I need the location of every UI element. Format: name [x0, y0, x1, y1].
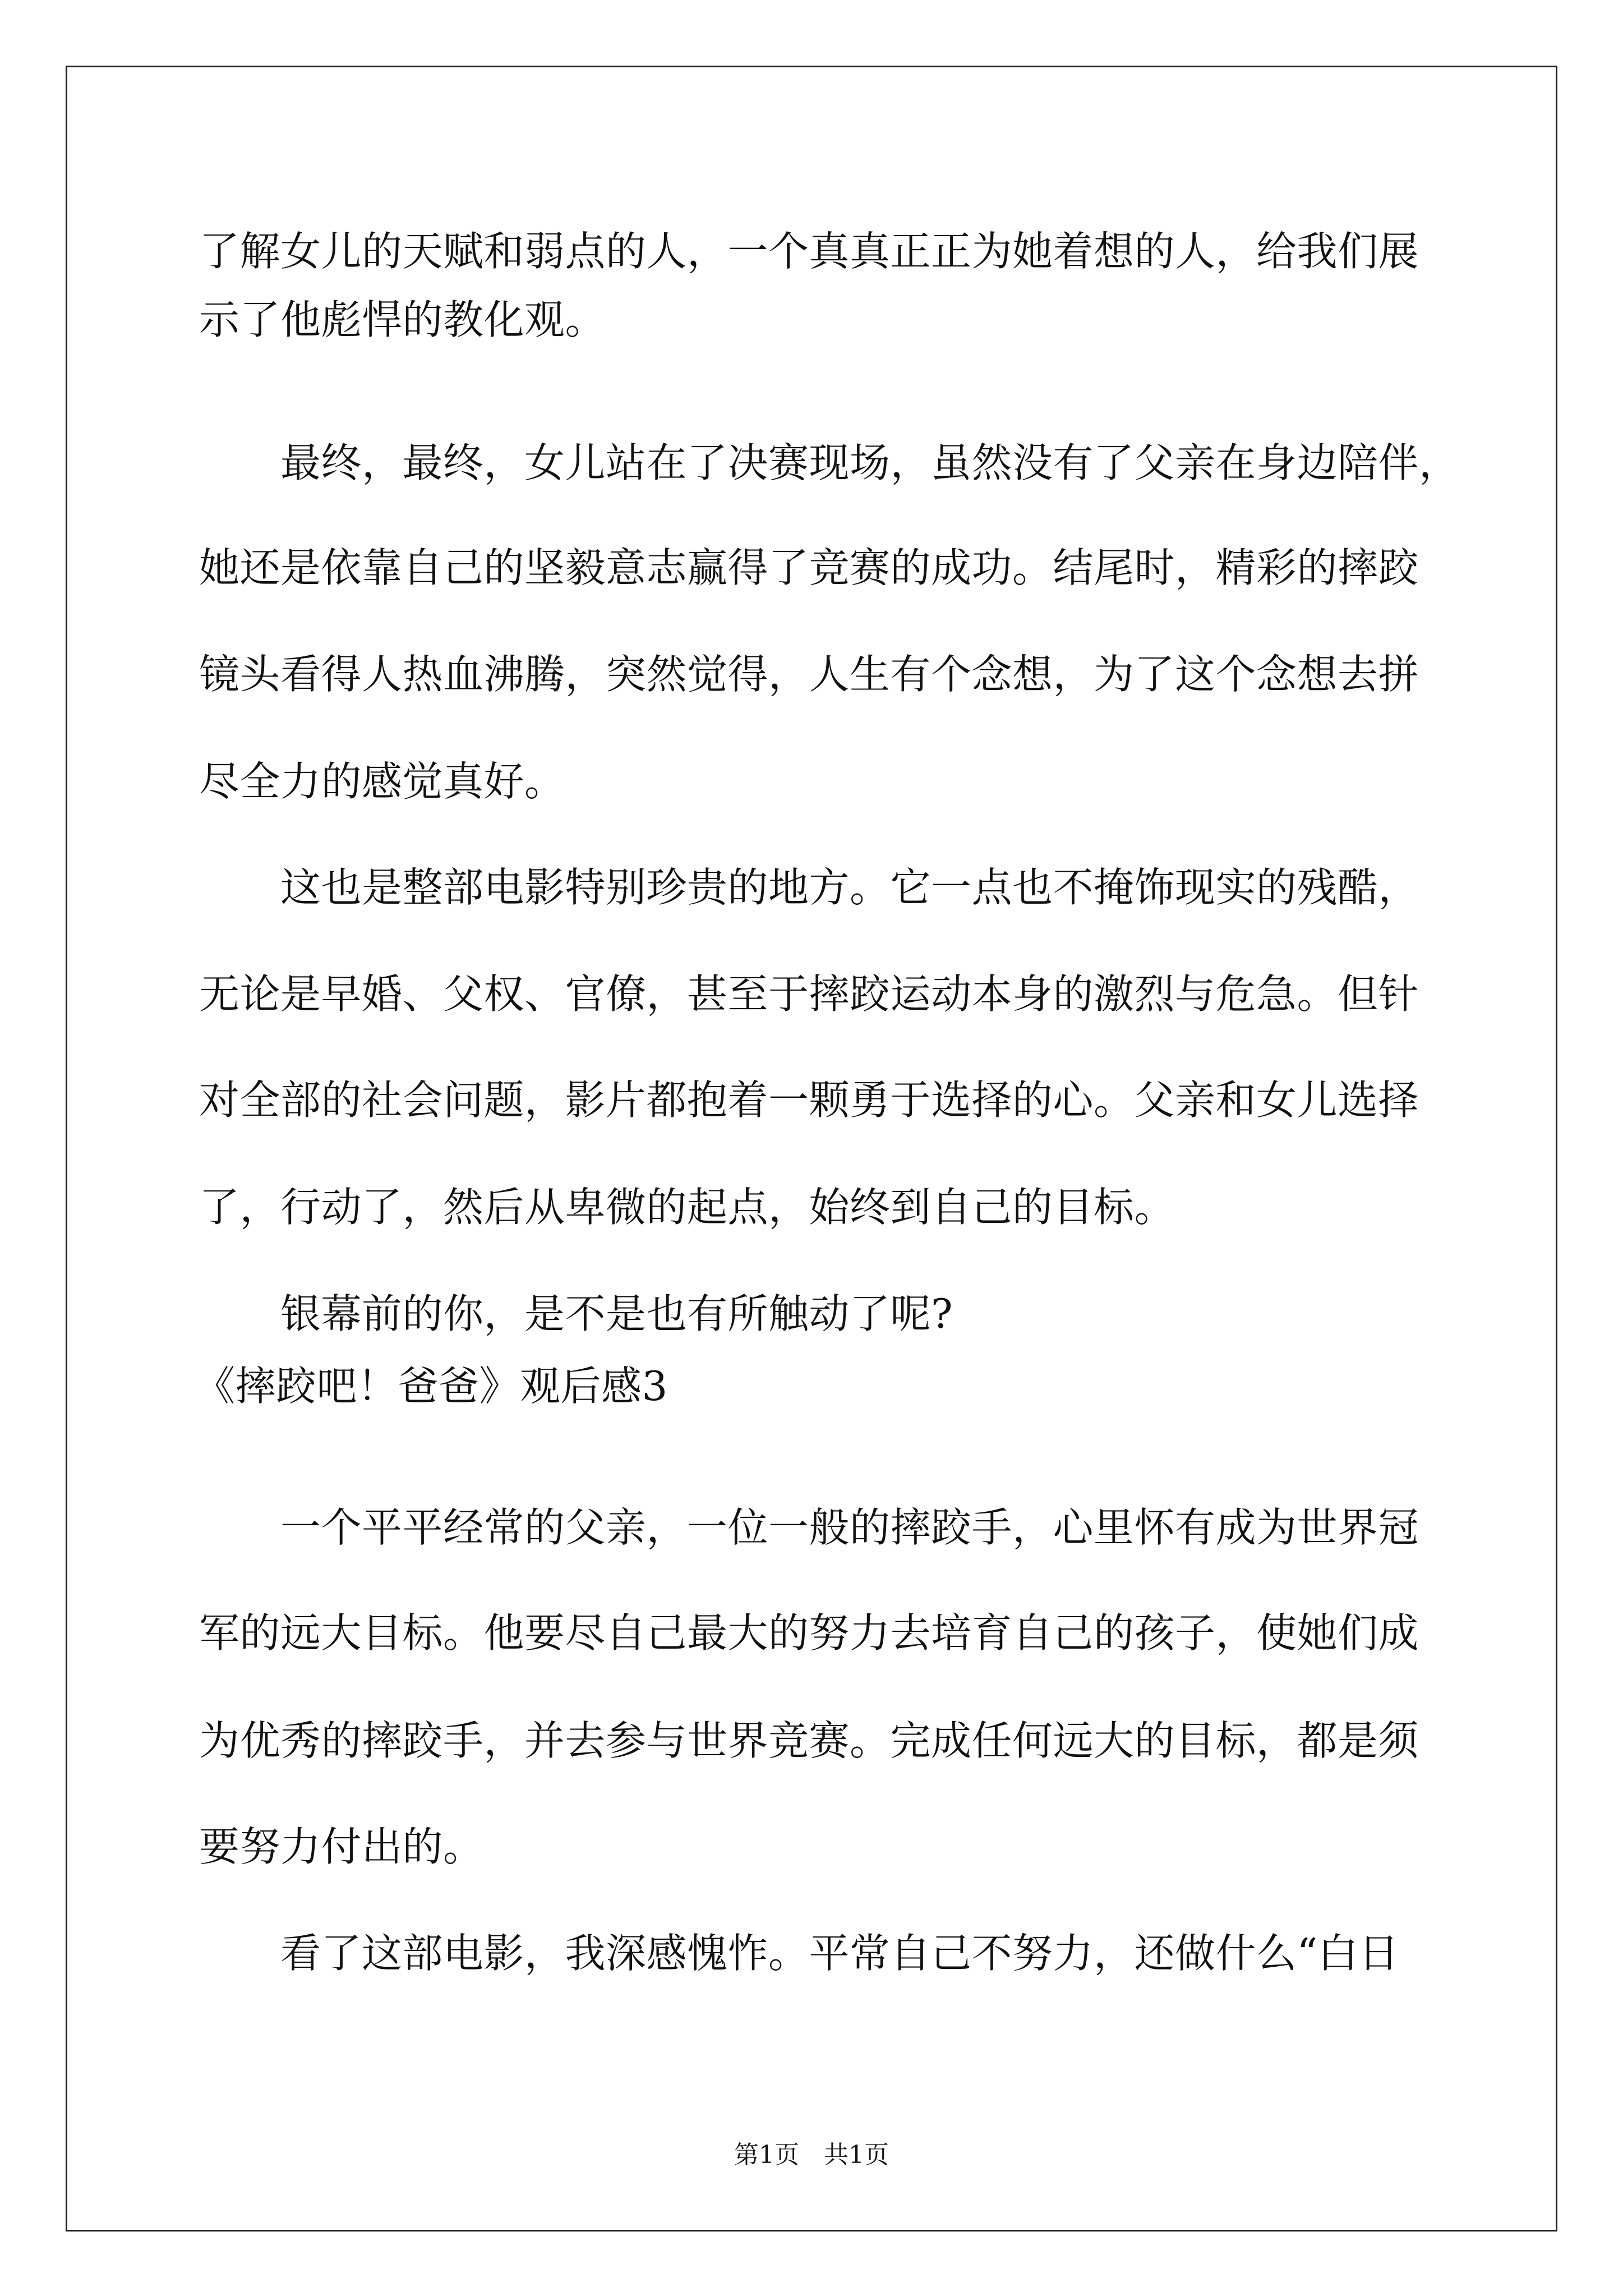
body-line: 她还是依靠自己的坚毅意志赢得了竞赛的成功。结尾时，精彩的摔跤	[199, 544, 1419, 591]
body-line: 银幕前的你，是不是也有所触动了呢?	[199, 1290, 953, 1337]
body-line: 尽全力的感觉真好。	[199, 758, 565, 805]
body-line: 了解女儿的天赋和弱点的人，一个真真正正为她着想的人，给我们展	[199, 228, 1419, 275]
body-line: 最终，最终，女儿站在了决赛现场，虽然没有了父亲在身边陪伴，	[199, 439, 1460, 486]
page-border	[66, 66, 1557, 2231]
body-line: 军的远大目标。他要尽自己最大的努力去培育自己的孩子，使她们成	[199, 1609, 1419, 1657]
body-line: 了，行动了，然后从卑微的起点，始终到自己的目标。	[199, 1184, 1175, 1231]
page-footer: 第1页 共1页	[734, 2141, 889, 2169]
body-line: 要努力付出的。	[199, 1823, 484, 1870]
body-line: 无论是早婚、父权、官僚，甚至于摔跤运动本身的激烈与危急。但针	[199, 970, 1419, 1018]
body-line: 示了他彪悍的教化观。	[199, 296, 606, 343]
body-line: 为优秀的摔跤手，并去参与世界竞赛。完成任何远大的目标，都是须	[199, 1717, 1419, 1764]
body-line: 对全部的社会问题，影片都抱着一颗勇于选择的心。父亲和女儿选择	[199, 1076, 1419, 1124]
body-line: 看了这部电影，我深感愧怍。平常自己不努力，还做什么“白日	[199, 1930, 1399, 1977]
body-line: 镜头看得人热血沸腾，突然觉得，人生有个念想，为了这个念想去拼	[199, 651, 1419, 698]
body-line: 一个平平经常的父亲，一位一般的摔跤手，心里怀有成为世界冠	[199, 1504, 1419, 1551]
section-heading: 《摔跤吧！爸爸》观后感3	[195, 1363, 668, 1410]
body-line: 这也是整部电影特别珍贵的地方。它一点也不掩饰现实的残酷，	[199, 864, 1419, 911]
